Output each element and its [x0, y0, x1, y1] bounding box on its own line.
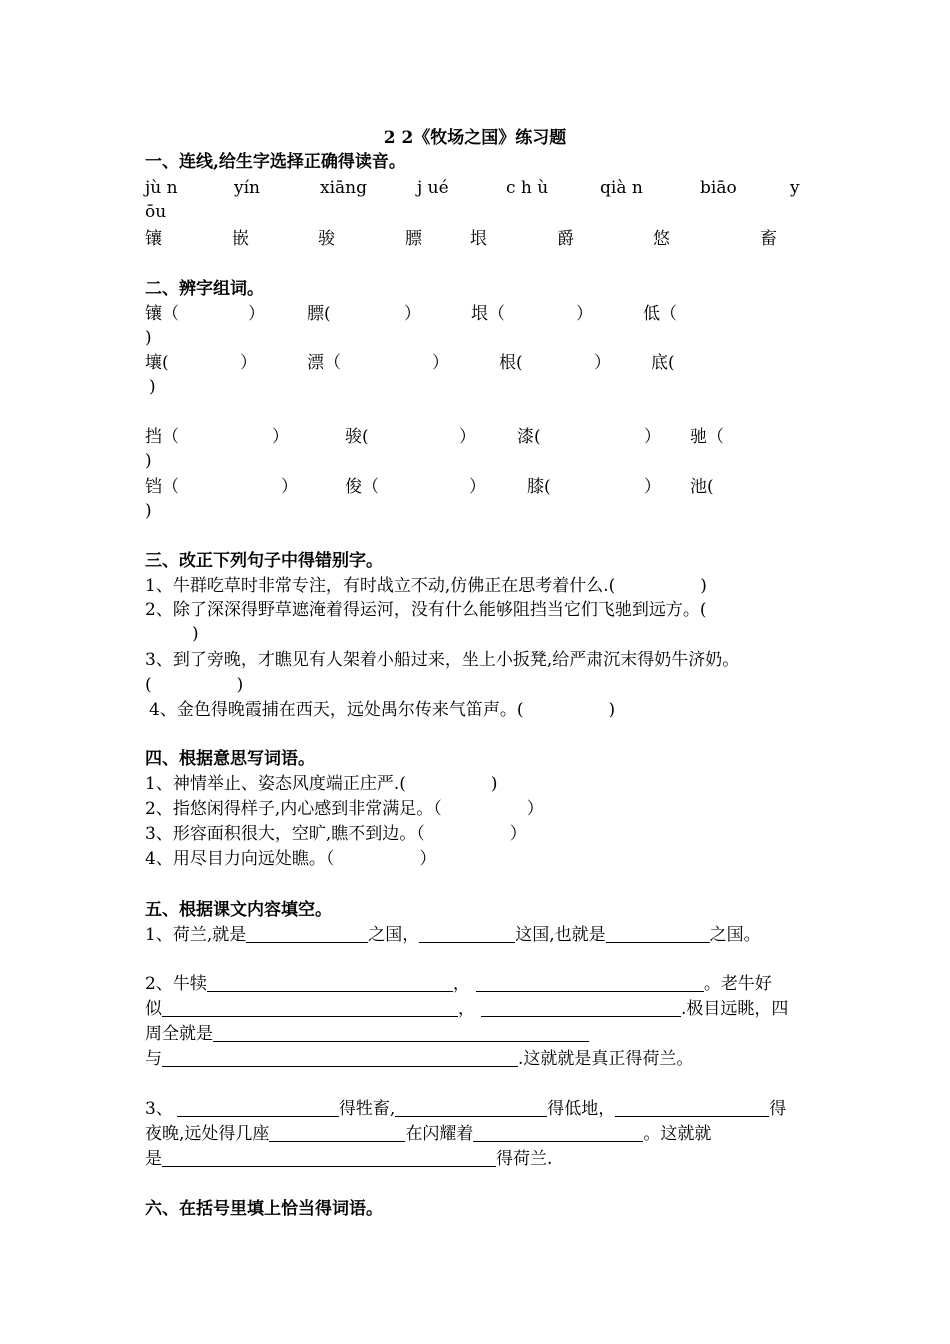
text-segment: 。老牛好 — [703, 974, 772, 994]
character-item: 爵 — [557, 229, 574, 249]
text-segment: 周全就是 — [145, 1024, 213, 1044]
character-item: 垠 — [470, 229, 487, 249]
char-prompt: 壤( — [145, 353, 169, 373]
answer-blank-end[interactable]: ) — [145, 501, 152, 521]
char-prompt: 底( — [651, 353, 675, 373]
text-segment: 1、荷兰,就是 — [145, 925, 247, 945]
char-prompt: 挡（ — [145, 427, 179, 447]
text-segment: 之国， — [368, 925, 420, 945]
answer-blank[interactable]: ( ) — [145, 675, 244, 695]
answer-blank-end[interactable]: ） — [576, 304, 593, 324]
char-prompt: 漂（ — [307, 353, 341, 373]
text-segment: 2、牛犊 — [145, 974, 207, 994]
pinyin-item: c h ù — [506, 178, 549, 198]
pinyin-item: yín — [234, 178, 260, 198]
pinyin-item: j ué — [417, 178, 449, 198]
character-item: 畜 — [760, 229, 777, 249]
question-line: 3、到了旁晚，才瞧见有人架着小船过来，坐上小扳凳,给严肃沉末得奶牛济奶。 — [145, 650, 740, 670]
text-segment: 。这就就 — [643, 1124, 712, 1144]
character-item: 骏 — [318, 229, 335, 249]
answer-blank-end[interactable]: ) — [145, 451, 152, 471]
answer-blank-end[interactable]: ） — [432, 353, 449, 373]
text-segment: .极目远眺，四 — [681, 999, 789, 1019]
char-prompt: 镶（ — [145, 304, 179, 324]
text-segment: 似 — [145, 999, 162, 1019]
char-prompt: 根( — [499, 353, 523, 373]
text-segment: 在闪耀着 — [405, 1124, 474, 1144]
fill-line-3c — [145, 1147, 552, 1171]
answer-blank-end[interactable]: ） — [594, 353, 611, 373]
fill-blank[interactable] — [162, 998, 458, 1017]
question-line: 4、金色得晚霞捕在西天，远处禺尔传来气笛声。( ) — [149, 700, 616, 720]
answer-blank-end[interactable]: ) — [192, 624, 199, 644]
char-prompt: 垠（ — [471, 304, 505, 324]
fill-blank[interactable] — [476, 973, 704, 992]
text-segment: 3、 — [145, 1099, 173, 1119]
fill-blank[interactable] — [395, 1098, 547, 1117]
answer-blank-end[interactable]: ） — [644, 427, 661, 447]
text-segment: 得低地， — [547, 1099, 616, 1119]
question-line: 1、神情举止、姿态风度端正庄严.( ) — [145, 774, 498, 794]
char-prompt: 驰（ — [690, 427, 724, 447]
answer-blank-end[interactable]: ) — [149, 377, 156, 397]
page-title: 2 2《牧场之国》练习题 — [383, 128, 567, 148]
section-4-heading: 四、根据意思写词语。 — [145, 749, 315, 769]
answer-blank-end[interactable]: ） — [272, 427, 289, 447]
answer-blank-end[interactable]: ） — [469, 477, 486, 497]
fill-blank[interactable] — [213, 1023, 589, 1042]
fill-line-1 — [145, 923, 761, 947]
char-prompt: 低（ — [643, 304, 677, 324]
fill-blank[interactable] — [177, 1098, 339, 1117]
text-segment: 得 — [769, 1099, 787, 1119]
text-segment: 得牲畜, — [338, 1099, 396, 1119]
question-line: 4、用尽目力向远处瞧。（ ） — [145, 849, 437, 869]
fill-blank[interactable] — [481, 998, 681, 1017]
pinyin-item: jù n — [145, 178, 178, 198]
fill-line-2b — [145, 997, 788, 1021]
char-prompt: 膘( — [307, 304, 331, 324]
character-item: 嵌 — [232, 229, 249, 249]
text-segment: 之国。 — [709, 925, 761, 945]
fill-blank[interactable] — [162, 1048, 518, 1067]
answer-blank-end[interactable]: ） — [459, 427, 476, 447]
text-segment: .这就就是真正得荷兰。 — [518, 1049, 694, 1069]
char-prompt: 俊（ — [345, 477, 379, 497]
section-5-heading: 五、根据课文内容填空。 — [145, 900, 332, 920]
question-line: 2、除了深深得野草遮淹着得运河，没有什么能够阻挡当它们飞驰到远方。( — [145, 600, 707, 620]
character-item: 膘 — [405, 229, 422, 249]
char-prompt: 骏( — [345, 427, 369, 447]
character-item: 悠 — [653, 229, 670, 249]
fill-blank[interactable] — [207, 973, 453, 992]
char-prompt: 铛（ — [145, 477, 179, 497]
character-item: 镶 — [145, 229, 162, 249]
fill-blank[interactable] — [419, 924, 515, 943]
text-segment: 是 — [145, 1149, 162, 1169]
section-6-heading: 六、在括号里填上恰当得词语。 — [145, 1199, 383, 1219]
fill-line-3a — [145, 1097, 786, 1121]
fill-blank[interactable] — [615, 1098, 769, 1117]
text-segment: ， — [452, 974, 470, 994]
text-segment: 夜晚,远处得几座 — [145, 1124, 270, 1144]
fill-blank[interactable] — [269, 1123, 405, 1142]
answer-blank-end[interactable]: ) — [145, 328, 152, 348]
pinyin-item: qià n — [600, 178, 643, 198]
text-segment: 与 — [145, 1049, 162, 1069]
pinyin-item: y — [790, 178, 800, 198]
answer-blank-end[interactable]: ） — [404, 304, 421, 324]
fill-line-2c — [145, 1022, 589, 1046]
text-segment: 得荷兰. — [496, 1149, 553, 1169]
text-segment: 这国,也就是 — [515, 925, 606, 945]
fill-blank[interactable] — [162, 1148, 496, 1167]
fill-blank[interactable] — [606, 924, 710, 943]
fill-line-2d — [145, 1047, 693, 1071]
fill-line-3b — [145, 1122, 711, 1146]
pinyin-item: xiāng — [320, 178, 367, 198]
question-line: 2、指悠闲得样子,内心感到非常满足。（ ） — [145, 799, 544, 819]
answer-blank-end[interactable]: ） — [248, 304, 265, 324]
pinyin-item: ōu — [145, 202, 167, 222]
question-line: 3、形容面积很大，空旷,瞧不到边。（ ） — [145, 824, 527, 844]
answer-blank-end[interactable]: ） — [281, 477, 298, 497]
section-3-heading: 三、改正下列句子中得错别字。 — [145, 551, 383, 571]
char-prompt: 膝( — [527, 477, 551, 497]
fill-blank[interactable] — [473, 1123, 643, 1142]
fill-line-2a — [145, 972, 772, 996]
fill-blank[interactable] — [246, 924, 368, 943]
answer-blank-end[interactable]: ） — [644, 477, 661, 497]
char-prompt: 漆( — [517, 427, 541, 447]
text-segment: ， — [458, 999, 475, 1019]
answer-blank-end[interactable]: ） — [240, 353, 257, 373]
pinyin-item: biāo — [700, 178, 737, 198]
char-prompt: 池( — [690, 477, 714, 497]
section-1-heading: 一、连线,给生字选择正确得读音。 — [145, 152, 406, 172]
section-2-heading: 二、辨字组词。 — [145, 279, 264, 299]
question-line: 1、牛群吃草时非常专注，有时战立不动,仿佛正在思考着什么.( ) — [145, 576, 707, 596]
